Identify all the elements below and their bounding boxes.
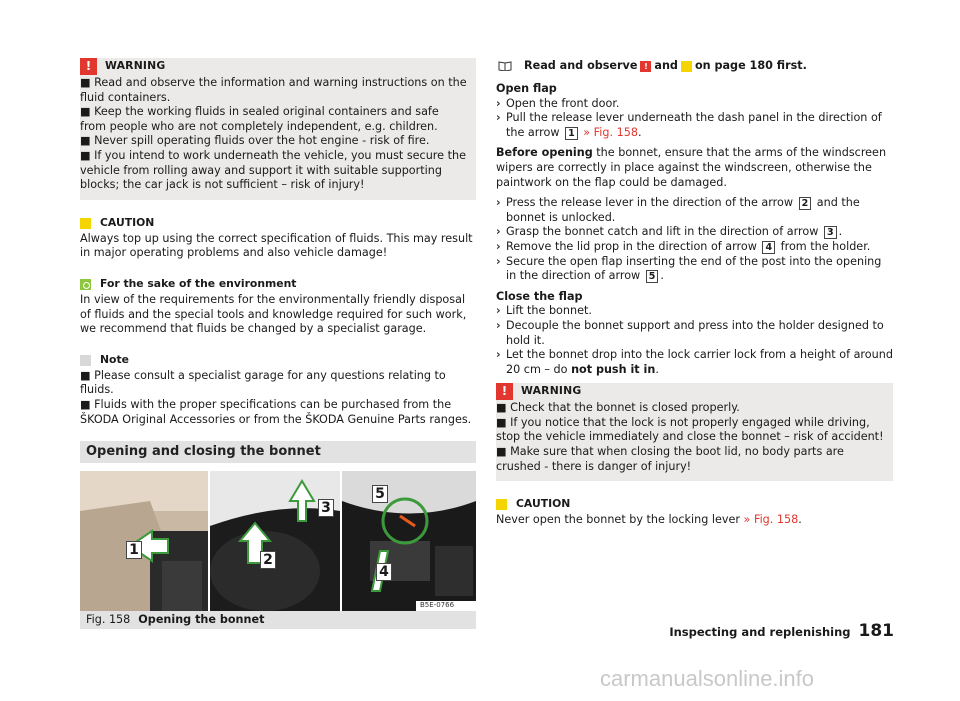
caution-icon — [496, 499, 507, 510]
figure-link[interactable]: » Fig. 158 — [743, 513, 799, 527]
watermark: carmanualsonline.info — [600, 666, 815, 691]
environment-icon — [80, 279, 91, 290]
chevron-right-icon: › — [496, 225, 501, 239]
figure-label-4: 4 — [376, 563, 392, 581]
open-flap-title: Open flap — [496, 82, 557, 95]
warning-box-bonnet — [496, 383, 893, 481]
chevron-right-icon: › — [496, 318, 501, 332]
environment-text: In view of the requirements for the environmentally friendly disposal of fluids and the special tools and knowledge required for such work, we recommend that fluids be changed by a specialist garage. — [80, 292, 467, 336]
figure-label-1: 1 — [126, 541, 142, 559]
warning-icon: ! — [496, 383, 513, 400]
caution-text: Always top up using the correct specification of fluids. This may result in major operating problems and also vehicle damage! — [80, 231, 473, 260]
warning-line: ■ Never spill operating fluids over the hot engine - risk of fire. — [80, 134, 430, 148]
caution-section-right — [496, 497, 893, 528]
warning-line: ■ Keep the working fluids in sealed original containers and safe from people who are not completely independent, e.g. children. — [80, 105, 439, 133]
caution-text: Never open the bonnet by the locking lever » Fig. 158. — [496, 513, 802, 527]
reference-line: Read and observe ! and on page 180 first. — [496, 58, 893, 74]
chevron-right-icon: › — [496, 348, 501, 362]
figure-number: Fig. 158 — [86, 612, 131, 626]
warning-line: ■ Read and observe the information and warning instructions on the fluid containers. — [80, 76, 467, 104]
warning-icon: ! — [640, 61, 651, 72]
figure-code: B5E-0766 — [420, 601, 455, 610]
arrow-number: 1 — [565, 127, 578, 140]
warning-line: ■ If you notice that the lock is not properly engaged while driving, stop the vehicle immediately and close the bonnet – risk of accident! — [496, 415, 884, 444]
step-item: › Remove the lid prop in the direction of arrow 4 from the holder. — [496, 239, 871, 253]
section-title: Opening and closing the bonnet — [86, 443, 321, 459]
step-item: › Lift the bonnet. — [496, 304, 592, 318]
environment-title: For the sake of the environment — [100, 277, 297, 291]
left-column — [80, 58, 476, 629]
book-icon — [498, 61, 512, 71]
chevron-right-icon: › — [496, 304, 501, 318]
warning-line: ■ Make sure that when closing the boot lid, no body parts are crushed - there is danger of injury! — [496, 445, 844, 473]
page-number: 181 — [858, 621, 894, 641]
page-footer — [669, 621, 894, 641]
chevron-right-icon: › — [496, 239, 501, 253]
step-item: › Secure the open flap inserting the end of the post into the opening in the direction of arrow 5 . — [496, 254, 882, 283]
chevron-right-icon: › — [496, 196, 501, 210]
figure-link[interactable]: » Fig. 158 — [583, 125, 638, 139]
environment-section — [80, 277, 476, 337]
step-item: › Grasp the bonnet catch and lift in the direction of arrow 3 . — [496, 225, 843, 239]
warning-line: ■ Check that the bonnet is closed properly. — [496, 401, 740, 415]
caution-section — [80, 216, 476, 261]
note-section — [80, 353, 476, 427]
figure-label-5: 5 — [372, 485, 388, 503]
warning-box-fluids — [80, 58, 476, 200]
caution-icon — [681, 61, 692, 72]
close-flap-title: Close the flap — [496, 289, 583, 303]
figure-label-2: 2 — [260, 551, 276, 569]
figure-caption — [80, 611, 476, 629]
chevron-right-icon: › — [496, 254, 501, 268]
note-icon — [80, 355, 91, 366]
section-heading — [80, 441, 476, 463]
chevron-right-icon: › — [496, 96, 501, 110]
chevron-right-icon: › — [496, 111, 501, 125]
step-item: › Open the front door. — [496, 96, 620, 110]
note-line: ■ Please consult a specialist garage for any questions relating to fluids. — [80, 368, 446, 397]
note-line: ■ Fluids with the proper specifications can be purchased from the ŠKODA Original Accessories or from the ŠKODA Genuine Parts ranges. — [80, 397, 472, 426]
right-column — [496, 58, 893, 536]
caution-icon — [80, 218, 91, 229]
note-title: Note — [100, 352, 129, 366]
arrow-number: 2 — [799, 197, 812, 210]
warning-title: WARNING — [521, 384, 582, 398]
step-item: › Pull the release lever underneath the dash panel in the direction of the arrow 1 » Fig. 158. — [496, 111, 882, 139]
arrow-number: 3 — [824, 226, 837, 239]
step-item: › Let the bonnet drop into the lock carrier lock from a height of around 20 cm – do not push it in. — [496, 348, 893, 376]
step-item: › Decouple the bonnet support and press into the holder designed to hold it. — [496, 318, 884, 347]
figure-label-3: 3 — [318, 499, 334, 517]
warning-line: ■ If you intend to work underneath the vehicle, you must secure the vehicle from rolling away and support it with suitable supporting blocks; the car jack is not sufficient – risk of injury! — [80, 148, 466, 192]
arrow-number: 4 — [762, 241, 775, 254]
warning-title: WARNING — [105, 59, 166, 73]
chapter-title: Inspecting and replenishing — [669, 625, 851, 639]
step-item: › Press the release lever in the direction of the arrow 2 and the bonnet is unlocked. — [496, 196, 860, 224]
before-opening-paragraph: Before opening the bonnet, ensure that the arms of the windscreen wipers are correctly in place against the windscreen, otherwise the paintwork on the flap could be damaged. — [496, 146, 887, 189]
warning-icon: ! — [80, 58, 97, 75]
arrow-number: 5 — [646, 270, 659, 283]
caution-title: CAUTION — [516, 497, 571, 511]
figure-title: Opening the bonnet — [138, 612, 265, 626]
caution-title: CAUTION — [100, 215, 155, 229]
figure-opening-bonnet — [80, 471, 476, 611]
